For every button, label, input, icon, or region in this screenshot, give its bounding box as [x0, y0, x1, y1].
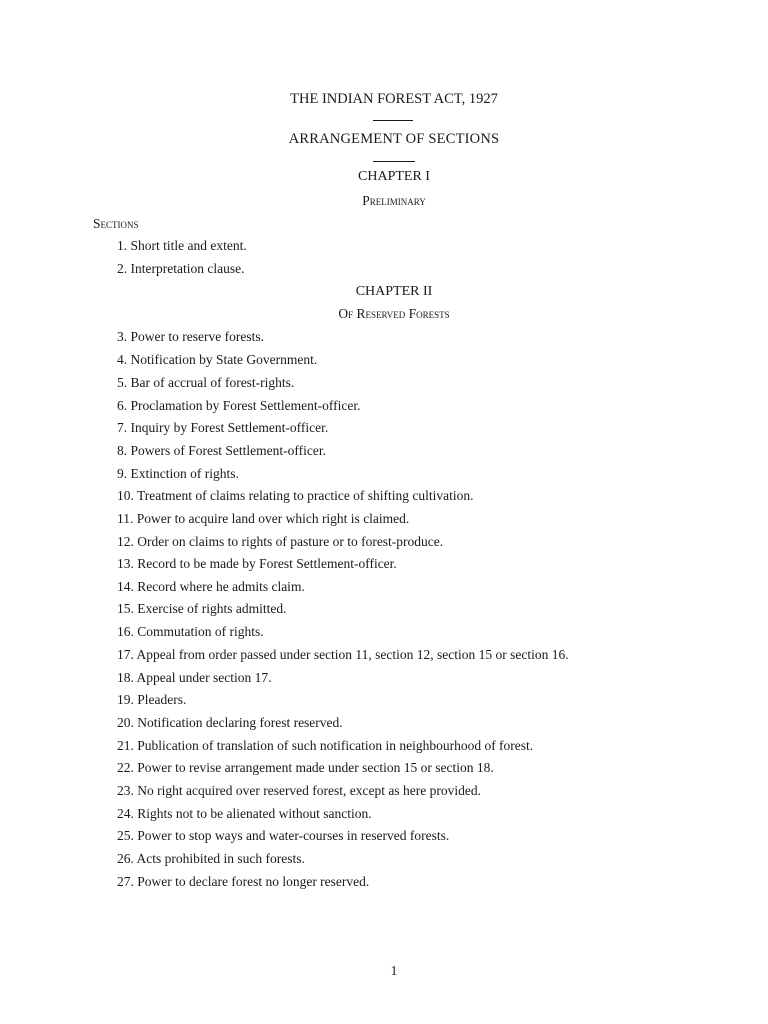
section-entry: 7. Inquiry by Forest Settlement-officer. [117, 420, 329, 435]
section-entry: 24. Rights not to be alienated without sanction. [117, 806, 372, 821]
section-entry: 11. Power to acquire land over which right is claimed. [117, 511, 410, 526]
section-entry: 13. Record to be made by Forest Settlement-officer. [117, 556, 397, 571]
section-entry: 20. Notification declaring forest reserved. [117, 715, 343, 730]
section-entry: 15. Exercise of rights admitted. [117, 601, 287, 616]
section-entry: 25. Power to stop ways and water-courses in reserved forests. [117, 828, 450, 843]
section-entry: 2. Interpretation clause. [117, 261, 245, 276]
section-entry: 10. Treatment of claims relating to practice of shifting cultivation. [117, 488, 474, 503]
section-entry: 14. Record where he admits claim. [117, 579, 305, 594]
section-entry: 5. Bar of accrual of forest-rights. [117, 375, 295, 390]
section-entry: 4. Notification by State Government. [117, 352, 318, 367]
section-entry: 17. Appeal from order passed under section 11, section 12, section 15 or section 16. [117, 647, 569, 662]
section-entry: 27. Power to declare forest no longer reserved. [117, 874, 370, 889]
section-entry: 8. Powers of Forest Settlement-officer. [117, 443, 326, 458]
sections-label: Sections [93, 216, 139, 231]
arrangement-divider [373, 161, 415, 162]
chapter-subheading: Of Reserved Forests [338, 306, 450, 321]
section-entry: 19. Pleaders. [117, 692, 187, 707]
section-entry: 23. No right acquired over reserved forest, except as here provided. [117, 783, 481, 798]
section-entry: 26. Acts prohibited in such forests. [117, 851, 305, 866]
section-entry: 18. Appeal under section 17. [117, 670, 272, 685]
section-entry: 9. Extinction of rights. [117, 466, 239, 481]
section-entry: 21. Publication of translation of such notification in neighbourhood of forest. [117, 738, 534, 753]
chapter-heading: CHAPTER I [358, 169, 430, 184]
document-title: THE INDIAN FOREST ACT, 1927 [290, 91, 498, 107]
section-entry: 12. Order on claims to rights of pasture or to forest-produce. [117, 534, 444, 549]
title-divider [373, 120, 413, 121]
page-number: 1 [390, 963, 398, 978]
chapter-heading: CHAPTER II [355, 284, 433, 299]
section-entry: 3. Power to reserve forests. [117, 329, 264, 344]
arrangement-heading: ARRANGEMENT OF SECTIONS [288, 131, 500, 147]
chapter-subheading: Preliminary [362, 193, 426, 208]
section-entry: 6. Proclamation by Forest Settlement-officer. [117, 398, 361, 413]
section-entry: 1. Short title and extent. [117, 238, 247, 253]
section-entry: 16. Commutation of rights. [117, 624, 264, 639]
section-entry: 22. Power to revise arrangement made under section 15 or section 18. [117, 760, 494, 775]
